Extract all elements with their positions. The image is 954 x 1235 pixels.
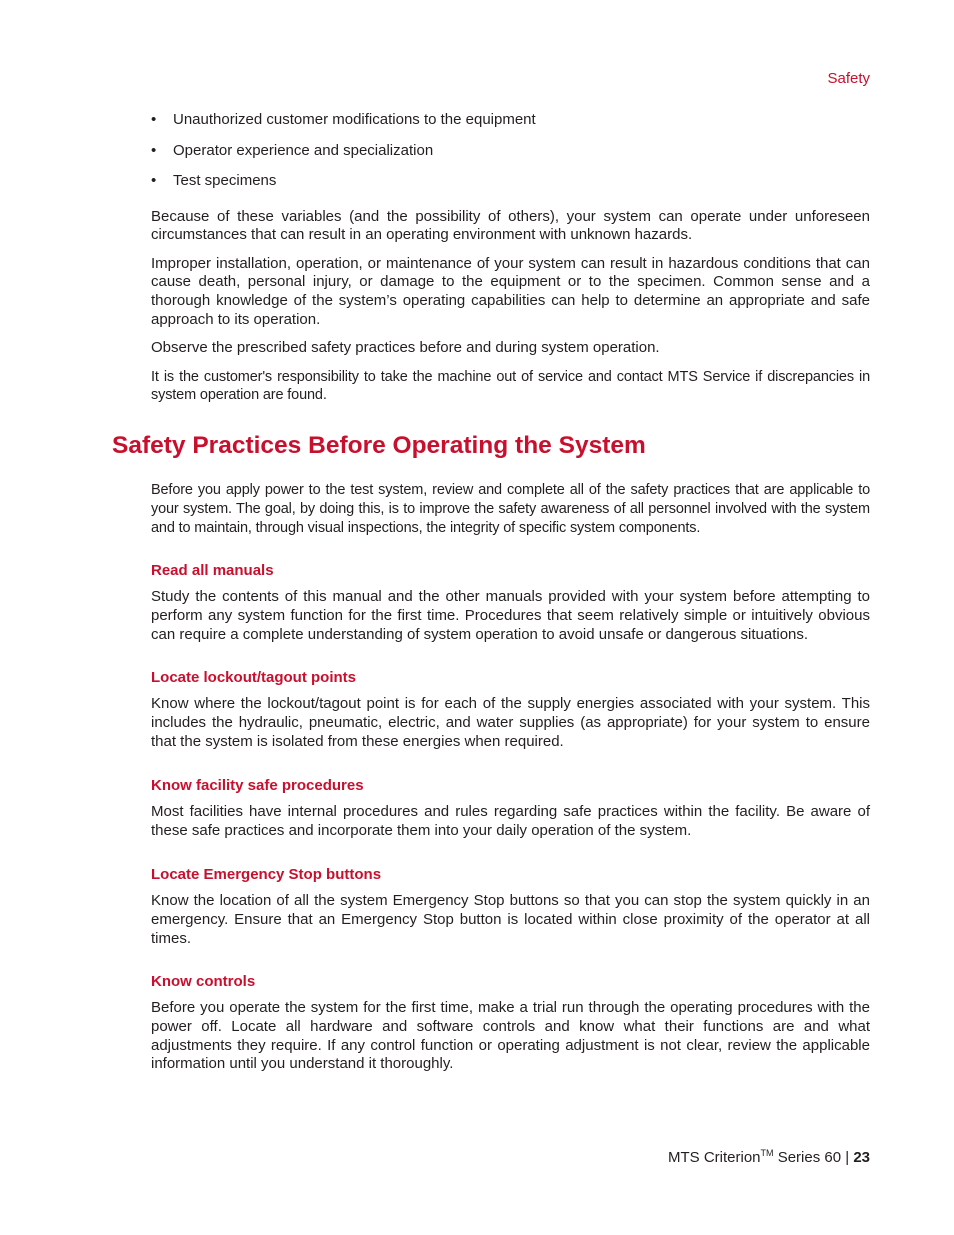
paragraph: Because of these variables (and the possibility of others), your system can operate under unforeseen circumstances that can result in an operating environment with unknown hazards. [151, 207, 870, 244]
subsection-lockout [151, 668, 870, 761]
variables-list [151, 110, 870, 190]
running-header: Safety [827, 70, 870, 87]
subsection-read-manuals [151, 561, 870, 654]
subsection-heading: Locate Emergency Stop buttons [151, 866, 382, 883]
page-number: 23 [853, 1149, 870, 1166]
intro-block [151, 110, 870, 415]
paragraph: It is the customer's responsibility to take the machine out of service and contact MTS Service if discrepancies in system operation are found. [151, 368, 870, 404]
product-name: MTS Criterion [668, 1149, 761, 1166]
paragraph: Study the contents of this manual and the other manuals provided with your system before attempting to perform any system function for the first time. Procedures that seem relatively simple or intuitively obvious can require a complete understanding of system operation to avoid unsafe or dangerous situations. [151, 588, 870, 643]
list-item: • Operator experience and specialization [151, 141, 434, 159]
paragraph: Know the location of all the system Emergency Stop buttons so that you can stop the system quickly in an emergency. Ensure that an Emergency Stop button is located within close proximity of the operator at all times. [151, 892, 870, 947]
subsection-heading: Read all manuals [151, 562, 274, 579]
subsection-facility [151, 776, 870, 850]
paragraph: Most facilities have internal procedures and rules regarding safe practices within the facility. Be aware of these safe practices and incorporate them into your daily operation of the system. [151, 803, 870, 839]
subsection-heading: Know facility safe procedures [151, 777, 364, 794]
bullet-icon: • [151, 111, 157, 128]
bullet-icon: • [151, 141, 157, 159]
paragraph: Observe the prescribed safety practices before and during system operation. [151, 339, 660, 357]
list-item: • Test specimens [151, 172, 277, 189]
paragraph: Know where the lockout/tagout point is for each of the supply energies associated with your system. This includes the hydraulic, pneumatic, electric, and water supplies (as appropriate) for your system to ensure that the system is isolated from these energies when required. [151, 695, 870, 750]
bullet-icon: • [151, 172, 157, 189]
subsection-emergency-stop [151, 865, 870, 958]
subsection-controls [151, 972, 870, 1084]
section-intro [151, 481, 870, 547]
subsection-heading: Locate lockout/tagout points [151, 669, 356, 686]
paragraph: Improper installation, operation, or maintenance of your system can result in hazardous conditions that can cause death, personal injury, or damage to the equipment or to the specimen. Common sense and a thorough knowledge of the system’s operating capabilities can help to determine an appropriate and safe approach to its operation. [151, 254, 870, 328]
page-footer [668, 1148, 870, 1166]
trademark-mark: TM [760, 1148, 774, 1158]
paragraph: Before you operate the system for the first time, make a trial run through the operating procedures with the power off. Locate all hardware and software controls and know what their functions are and what adjustments they require. If any control function or operating adjustment is not clear, review the applicable information until you understand it thoroughly. [151, 999, 870, 1073]
subsection-heading: Know controls [151, 973, 256, 990]
list-item: • Unauthorized customer modifications to the equipment [151, 111, 536, 128]
section-title: Safety Practices Before Operating the System [112, 432, 646, 459]
paragraph: Before you apply power to the test system, review and complete all of the safety practices that are applicable to your system. The goal, by doing this, is to improve the safety awareness of all personnel involved with the system and to maintain, through visual inspections, the integrity of specific system components. [151, 482, 870, 536]
product-series: Series 60 | [773, 1149, 854, 1166]
